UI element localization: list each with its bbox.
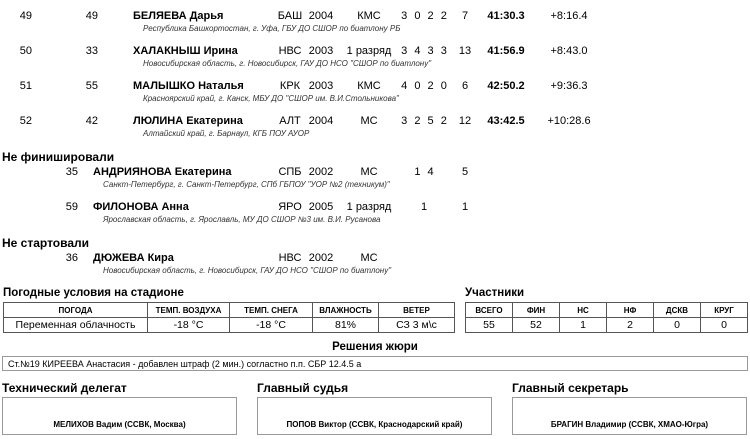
- result-time: 43:42.5: [487, 115, 525, 127]
- participants-header: ДСКВ: [654, 303, 701, 318]
- penalty-total: 5: [461, 166, 469, 178]
- participants-header: ФИН: [513, 303, 560, 318]
- athlete-name: ДЮЖЕВА Кира: [93, 252, 174, 264]
- time-gap: +10:28.6: [547, 115, 591, 127]
- jury-decision-text: Ст.№19 КИРЕЕВА Анастасия - добавлен штраф (2 мин.) согластно п.п. СБР 12.4.5 а: [8, 358, 362, 369]
- sport-category: МС: [360, 115, 378, 127]
- participants-header: КРУГ: [701, 303, 748, 318]
- birth-year: 2003: [308, 45, 334, 57]
- participants-header: ВСЕГО: [466, 303, 513, 318]
- athlete-name: ХАЛАКНЫШ Ирина: [133, 45, 238, 57]
- participants-value: 0: [701, 318, 748, 333]
- bib-cell: 59: [65, 201, 78, 213]
- athlete-club: Ярославская область, г. Ярославль, МУ ДО СШОР №3 им. В.И. Русанова: [103, 215, 381, 224]
- athlete-club: Новосибирская область, г. Новосибирск, ГАУ ДО НСО "СШОР по биатлону": [103, 266, 392, 275]
- shooting-results: 3 0 2 2: [401, 10, 447, 22]
- result-time: 42:50.2: [487, 80, 525, 92]
- penalty-total: 12: [458, 115, 472, 127]
- rank-cell: 49: [19, 10, 32, 22]
- table-row: [0, 115, 750, 150]
- sport-category: МС: [360, 252, 378, 264]
- sport-category: МС: [360, 166, 378, 178]
- athlete-name: ЛЮЛИНА Екатерина: [133, 115, 243, 127]
- region-code: ЯРО: [278, 201, 302, 213]
- dnf-section-title: Не финишировали: [2, 150, 115, 164]
- bib-cell: 49: [85, 10, 98, 22]
- signature-box: [2, 397, 237, 435]
- birth-year: 2005: [308, 201, 334, 213]
- participants-header: НС: [560, 303, 607, 318]
- shooting-results: 4 0 2 0: [401, 80, 447, 92]
- region-code: СПБ: [278, 166, 302, 178]
- official-chief-secretary: [512, 381, 747, 435]
- official-technical-delegate: [2, 381, 237, 435]
- weather-header: ТЕМП. ВОЗДУХА: [148, 303, 230, 318]
- participants-value: 1: [560, 318, 607, 333]
- athlete-name: ФИЛОНОВА Анна: [93, 201, 189, 213]
- sport-category: 1 разряд: [346, 201, 392, 213]
- birth-year: 2003: [308, 80, 334, 92]
- weather-value: Переменная облачность: [4, 318, 148, 333]
- region-code: БАШ: [277, 10, 303, 22]
- participants-header: НФ: [607, 303, 654, 318]
- penalty-total: 13: [458, 45, 472, 57]
- bib-cell: 42: [85, 115, 98, 127]
- result-time: 41:56.9: [487, 45, 525, 57]
- time-gap: +9:36.3: [550, 80, 588, 92]
- shooting-results: 1 4: [414, 166, 434, 178]
- athlete-club: Новосибирская область, г. Новосибирск, ГАУ ДО НСО "СШОР по биатлону": [143, 59, 432, 68]
- official-title: Технический делегат: [2, 381, 127, 395]
- bib-cell: 35: [65, 166, 78, 178]
- rank-cell: 50: [19, 45, 32, 57]
- participants-value: 0: [654, 318, 701, 333]
- weather-table: [3, 302, 455, 333]
- weather-header: ВЛАЖНОСТЬ: [313, 303, 379, 318]
- weather-section: [3, 287, 455, 333]
- official-title: Главный судья: [257, 381, 349, 395]
- jury-title: Решения жюри: [332, 341, 418, 353]
- participants-value: 55: [466, 318, 513, 333]
- sport-category: 1 разряд: [346, 45, 392, 57]
- region-code: КРК: [279, 80, 301, 92]
- weather-header: ВЕТЕР: [379, 303, 455, 318]
- official-name: БРАГИН Владимир (ССВК, ХМАО-Югра): [550, 420, 709, 429]
- athlete-club: Красноярский край, г. Канск, МБУ ДО "СШОР им. В.И.Стольникова": [143, 94, 399, 103]
- participants-value: 52: [513, 318, 560, 333]
- signature-box: [257, 397, 492, 435]
- bib-cell: 33: [85, 45, 98, 57]
- region-code: НВС: [278, 252, 302, 264]
- shooting-results: 1: [420, 201, 428, 213]
- weather-header: ТЕМП. СНЕГА: [230, 303, 313, 318]
- region-code: АЛТ: [279, 115, 301, 127]
- rank-cell: 51: [19, 80, 32, 92]
- table-row: [0, 201, 750, 236]
- penalty-total: 6: [461, 80, 469, 92]
- athlete-club: Республика Башкортостан, г. Уфа, ГБУ ДО СШОР по биатлону РБ: [143, 24, 401, 33]
- table-row: [0, 252, 750, 287]
- time-gap: +8:16.4: [550, 10, 588, 22]
- weather-title: Погодные условия на стадионе: [3, 287, 184, 299]
- dns-section-title: Не стартовали: [2, 236, 90, 250]
- weather-value: -18 °C: [148, 318, 230, 333]
- weather-value: -18 °C: [230, 318, 313, 333]
- bib-cell: 55: [85, 80, 98, 92]
- weather-header: ПОГОДА: [4, 303, 148, 318]
- rank-cell: 52: [19, 115, 32, 127]
- birth-year: 2004: [308, 10, 334, 22]
- shooting-results: 3 4 3 3: [401, 45, 447, 57]
- birth-year: 2004: [308, 115, 334, 127]
- region-code: НВС: [278, 45, 302, 57]
- athlete-name: БЕЛЯЕВА Дарья: [133, 10, 224, 22]
- participants-section: [465, 287, 748, 333]
- weather-value: 81%: [313, 318, 379, 333]
- participants-title: Участники: [465, 287, 525, 299]
- birth-year: 2002: [308, 166, 334, 178]
- athlete-name: АНДРИЯНОВА Екатерина: [93, 166, 232, 178]
- bib-cell: 36: [65, 252, 78, 264]
- athlete-club: Алтайский край, г. Барнаул, КГБ ПОУ АУОР: [143, 129, 310, 138]
- participants-table: [465, 302, 748, 333]
- weather-value: СЗ 3 м\с: [379, 318, 455, 333]
- official-chief-judge: [257, 381, 492, 435]
- jury-decision-box: [2, 356, 748, 371]
- shooting-results: 3 2 5 2: [401, 115, 447, 127]
- table-row: [0, 80, 750, 115]
- penalty-total: 7: [461, 10, 469, 22]
- official-name: ПОПОВ Виктор (ССВК, Краснодарский край): [286, 420, 463, 429]
- penalty-total: 1: [461, 201, 469, 213]
- result-time: 41:30.3: [487, 10, 525, 22]
- time-gap: +8:43.0: [550, 45, 588, 57]
- table-row: [0, 10, 750, 45]
- athlete-club: Санкт-Петербург, г. Санкт-Петербург, СПб ГБПОУ "УОР №2 (техникум)": [103, 180, 390, 189]
- birth-year: 2002: [308, 252, 334, 264]
- table-row: [0, 45, 750, 80]
- athlete-name: МАЛЫШКО Наталья: [133, 80, 244, 92]
- official-title: Главный секретарь: [512, 381, 629, 395]
- sport-category: КМС: [357, 10, 381, 22]
- signature-box: [512, 397, 747, 435]
- participants-value: 2: [607, 318, 654, 333]
- sport-category: КМС: [357, 80, 381, 92]
- results-table: [0, 10, 750, 287]
- table-row: [0, 166, 750, 201]
- official-name: МЕЛИХОВ Вадим (ССВК, Москва): [53, 420, 186, 429]
